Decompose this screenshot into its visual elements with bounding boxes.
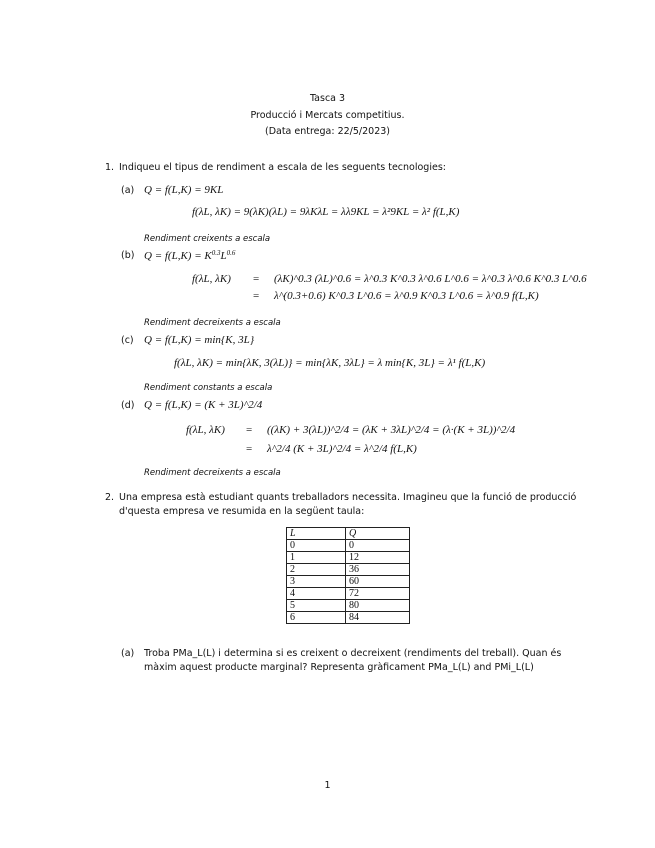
q1b-equals-2: = bbox=[253, 290, 260, 302]
table-cell-l: 3 bbox=[287, 576, 346, 588]
q1b-definition bbox=[144, 249, 235, 262]
q1b-def-exp-k: 0.3 bbox=[211, 249, 221, 257]
q1c-result: Rendiment constants a escala bbox=[144, 383, 273, 393]
q1c-definition: Q = f(L,K) = min{K, 3L} bbox=[144, 334, 255, 346]
q1b-def-base: Q = f(L,K) = K bbox=[144, 250, 212, 262]
q1b-line2: λ^(0.3+0.6) K^0.3 L^0.6 = λ^0.9 K^0.3 L^0.6 = λ^0.9 f(L,K) bbox=[274, 290, 539, 302]
table-row bbox=[287, 564, 410, 576]
table-row bbox=[287, 552, 410, 564]
q2a-label: (a) bbox=[121, 648, 135, 659]
table-cell-l: 0 bbox=[287, 540, 346, 552]
q1a-result: Rendiment creixents a escala bbox=[144, 234, 271, 244]
q1-number: 1. bbox=[105, 162, 115, 173]
q1d-line1: ((λK) + 3(λL))^2/4 = (λK + 3λL)^2/4 = (λ·(K + 3L))^2/4 bbox=[267, 424, 516, 436]
table-cell-q: 80 bbox=[346, 600, 410, 612]
doc-subtitle: Producció i Mercats competitius. bbox=[250, 110, 405, 121]
q2-number: 2. bbox=[105, 492, 115, 503]
q1b-result: Rendiment decreixents a escala bbox=[144, 318, 281, 328]
q1d-definition: Q = f(L,K) = (K + 3L)^2/4 bbox=[144, 399, 263, 411]
table-header-q: Q bbox=[346, 528, 410, 540]
table-cell-l: 6 bbox=[287, 612, 346, 624]
q2-line1: Una empresa està estudiant quants treballadors necessita. Imagineu que la funció de producció bbox=[119, 492, 577, 503]
table-header-row bbox=[287, 528, 410, 540]
doc-date: (Data entrega: 22/5/2023) bbox=[264, 126, 391, 137]
table-cell-q: 60 bbox=[346, 576, 410, 588]
q1d-equals-1: = bbox=[246, 424, 253, 436]
q1b-lhs: f(λL, λK) bbox=[192, 273, 231, 285]
q1b-label: (b) bbox=[121, 250, 135, 261]
table-cell-l: 1 bbox=[287, 552, 346, 564]
q1a-label: (a) bbox=[121, 185, 135, 196]
q1b-equals-1: = bbox=[253, 273, 260, 285]
q1c-label: (c) bbox=[121, 335, 134, 346]
table-cell-l: 4 bbox=[287, 588, 346, 600]
table-row bbox=[287, 612, 410, 624]
table-cell-q: 72 bbox=[346, 588, 410, 600]
q1b-def-exp-l: 0.6 bbox=[226, 249, 236, 257]
table-header-l: L bbox=[287, 528, 346, 540]
q1a-definition: Q = f(L,K) = 9KL bbox=[144, 184, 224, 196]
table-cell-q: 0 bbox=[346, 540, 410, 552]
table-cell-q: 36 bbox=[346, 564, 410, 576]
table-cell-q: 84 bbox=[346, 612, 410, 624]
table-row bbox=[287, 540, 410, 552]
table-cell-q: 12 bbox=[346, 552, 410, 564]
q1d-lhs: f(λL, λK) bbox=[186, 424, 225, 436]
production-table bbox=[286, 527, 410, 624]
q1d-label: (d) bbox=[121, 400, 135, 411]
page-number: 1 bbox=[324, 780, 331, 791]
q2a-line1: Troba PMa_L(L) i determina si es creixent o decreixent (rendiments del treball). Quan és bbox=[144, 648, 562, 659]
table-row bbox=[287, 576, 410, 588]
q1b-line1: (λK)^0.3 (λL)^0.6 = λ^0.3 K^0.3 λ^0.6 L^0.6 = λ^0.3 λ^0.6 K^0.3 L^0.6 bbox=[274, 273, 587, 285]
q1a-equation: f(λL, λK) = 9(λK)(λL) = 9λKλL = λλ9KL = λ²9KL = λ² f(L,K) bbox=[192, 206, 460, 218]
table-row bbox=[287, 588, 410, 600]
q2-line2: d'questa empresa ve resumida en la següent taula: bbox=[119, 506, 365, 517]
q1d-line2: λ^2/4 (K + 3L)^2/4 = λ^2/4 f(L,K) bbox=[267, 443, 417, 455]
q1b-def-l: L bbox=[220, 250, 227, 262]
q2a-line2: màxim aquest producte marginal? Representa gràficament PMa_L(L) and PMi_L(L) bbox=[144, 662, 534, 673]
table-row bbox=[287, 600, 410, 612]
q1-prompt: Indiqueu el tipus de rendiment a escala de les seguents tecnologies: bbox=[119, 162, 446, 173]
doc-title: Tasca 3 bbox=[309, 93, 346, 104]
q1d-result: Rendiment decreixents a escala bbox=[144, 468, 281, 478]
q1c-equation: f(λL, λK) = min{λK, 3(λL)} = min{λK, 3λL} = λ min{K, 3L} = λ¹ f(L,K) bbox=[174, 357, 486, 369]
q1d-equals-2: = bbox=[246, 443, 253, 455]
table-cell-l: 5 bbox=[287, 600, 346, 612]
table-cell-l: 2 bbox=[287, 564, 346, 576]
